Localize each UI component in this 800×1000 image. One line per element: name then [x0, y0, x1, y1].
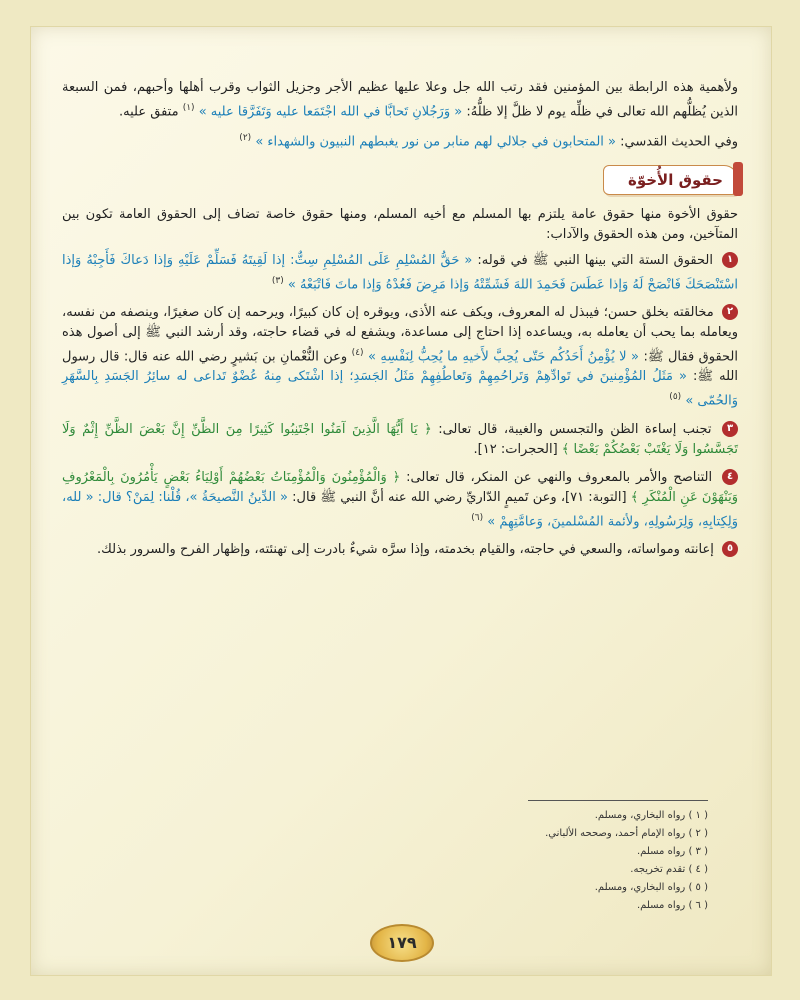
footnote-1: ( ١ ) رواه البخاري، ومسلم. [594, 810, 708, 821]
footnotes [398, 800, 708, 915]
item-quote-2: « الدِّينُ النَّصيحَةُ »، قُلْنا: لِمَنْ؟ قال: « لله، وَلِكِتابِهِ، وَلِرَسُولِهِ، ولأئمة المُسْلمينَ، وَعامَّتِهِمْ » [62, 489, 738, 529]
footnote-ref-4[interactable]: (٤) [351, 347, 364, 358]
footnote-ref-2[interactable]: (٢) [239, 133, 252, 144]
item-text: مخالقته بخلق حسن؛ فيبذل له المعروف، ويكف عنه الأذى، ويوقره إن كان كبيرًا، ويرحمه إن كان صغيرًا، وينصفه من نفسه، ويعامله بما يحب أن يعامله به، ويساعده إذا احتاج إلى مساعدة، ويشفع له في قضاء حاجته، وقد أرشد النبي ﷺ إلى أصول هذه الحقوق فقال ﷺ: [62, 304, 738, 365]
hadith-intro: وفي الحديث القدسي: [620, 134, 738, 150]
footnote-ref-1[interactable]: (١) [182, 103, 195, 113]
item-quote: « حَقُّ المُسْلِمِ عَلَى المُسْلِمِ سِتٌّ: إذا لَقِيتَهُ فَسَلِّمْ عَلَيْهِ وَإذا دَعاكَ فَأَجِبْهُ وَإذا اسْتَنْصَحَكَ فَانْصَحْ لَهُ وَإذا عَطَسَ فَحَمِدَ اللهَ فَشَمِّتْهُ وَإذا مَرِضَ فَعُدْهُ وَإذا ماتَ فَاتْبَعْهُ » [62, 252, 738, 292]
footnote-divider [528, 800, 708, 801]
item-text: تجنب إساءة الظن والتجسس والغيبة، قال تعالى: [438, 421, 712, 437]
footnote-5: ( ٥ ) رواه البخاري، ومسلم. [594, 882, 708, 893]
list-item [62, 303, 738, 412]
item-quote-2: « مَثَلُ المُؤْمِنينَ في تَوادِّهِمْ وَتَراحُمِهِمْ وَتَعاطُفِهِمْ مَثَلُ الجَسَدِ؛ إذا اشْتَكى مِنهُ عُضْوٌ تَداعى له سائِرُ الجَسَدِ بِالسَّهَرِ وَالحُمّى » [62, 369, 738, 409]
item-text-b: وعن النُّعْمانِ بن بَشيرٍ رضي الله عنه قال: قال رسول الله ﷺ: [62, 349, 739, 385]
item-number: ٣ [722, 421, 738, 437]
item-number: ١ [722, 252, 738, 268]
list-item [62, 468, 738, 532]
footnote-ref-5[interactable]: (٥) [669, 392, 682, 403]
intro-quote: « وَرَجُلانِ تَحابَّا في الله اجْتَمَعا عليه وَتَفَرَّقا عليه » [198, 104, 463, 120]
page-number: ١٧٩ [370, 924, 434, 962]
item-quote: « لا يُؤْمِنُ أَحَدُكُم حَتّى يُحِبَّ لأَخيهِ ما يُحِبُّ لِنَفْسِهِ » [368, 349, 639, 365]
footnote-ref-3[interactable]: (٣) [271, 275, 284, 286]
hadith-quote: « المتحابون في جلالي لهم منابر من نور يغبطهم النبيون والشهداء » [255, 134, 616, 150]
section-intro: حقوق الأخوة منها حقوق عامة يلتزم بها المسلم مع أخيه المسلم، ومنها حقوق خاصة تضاف إلى الحقوق العامة تكون بين المتآخين، ومن هذه الحقوق والآداب: [62, 206, 738, 242]
main-content [62, 78, 738, 568]
intro-paragraph [62, 78, 738, 122]
list-item [62, 251, 738, 295]
intro-line1: ولأهمية هذه الرابطة بين المؤمنين فقد رتب الله جل وعلا عليها عظيم الأجر وجزيل الثواب وقرب أهلها وأحبهم، [132, 80, 739, 95]
item-text: الحقوق الستة التي بينها النبي ﷺ في قوله: [477, 252, 713, 268]
section-heading: حقوق الأُخوّة [603, 165, 738, 195]
item-number: ٤ [722, 469, 738, 485]
quran-verse: ﴿ وَالْمُؤْمِنُونَ وَالْمُؤْمِنَاتُ بَعْضُهُمْ أَوْلِيَاءُ بَعْضٍ يَأْمُرُونَ بِالْمَعْرُوفِ وَيَنْهَوْنَ عَنِ الْمُنْكَرِ ﴾ [62, 469, 738, 505]
item-text: إعانته ومواساته، والسعي في حاجته، والقيام بخدمته، وإذا سرَّه شيءٌ بادرت إلى تهنئته، وإظهار الفرح والسرور بذلك. [97, 541, 714, 557]
quran-verse: ﴿ يَا أَيُّهَا الَّذِينَ آمَنُوا اجْتَنِبُوا كَثِيرًا مِنَ الظَّنِّ إِنَّ بَعْضَ الظَّنِّ إِثْمٌ وَلَا تَجَسَّسُوا وَلَا يَغْتَبْ بَعْضُكُمْ بَعْضًا ﴾ [62, 421, 738, 457]
list-item [62, 420, 738, 460]
footnote-3: ( ٣ ) رواه مسلم. [636, 846, 708, 857]
verse-reference: [التوبة: ٧١]، وعن تَميمٍ الدّاريِّ رضي الله عنه أنَّ النبي ﷺ قال: [292, 489, 627, 505]
qudsi-hadith [62, 128, 738, 152]
item-text: التناصح والأمر بالمعروف والنهي عن المنكر، قال تعالى: [406, 469, 713, 485]
intro-line2: فمن السبعة الذين يُظلُّهم الله تعالى في ظلِّه يوم لا ظلَّ إلا ظلُّهُ: [62, 80, 738, 120]
list-item [62, 540, 738, 560]
item-number: ٢ [722, 304, 738, 320]
footnote-ref-6[interactable]: (٦) [471, 512, 484, 523]
footnote-4: ( ٤ ) تقدم تخريجه. [630, 864, 708, 875]
footnote-2: ( ٢ ) رواه الإمام أحمد، وصححه الألباني. [545, 828, 708, 839]
verse-reference: [الحجرات: ١٢]. [473, 441, 558, 457]
footnote-6: ( ٦ ) رواه مسلم. [636, 900, 708, 911]
intro-line3: متفق عليه. [119, 104, 179, 120]
item-number: ٥ [722, 541, 738, 557]
